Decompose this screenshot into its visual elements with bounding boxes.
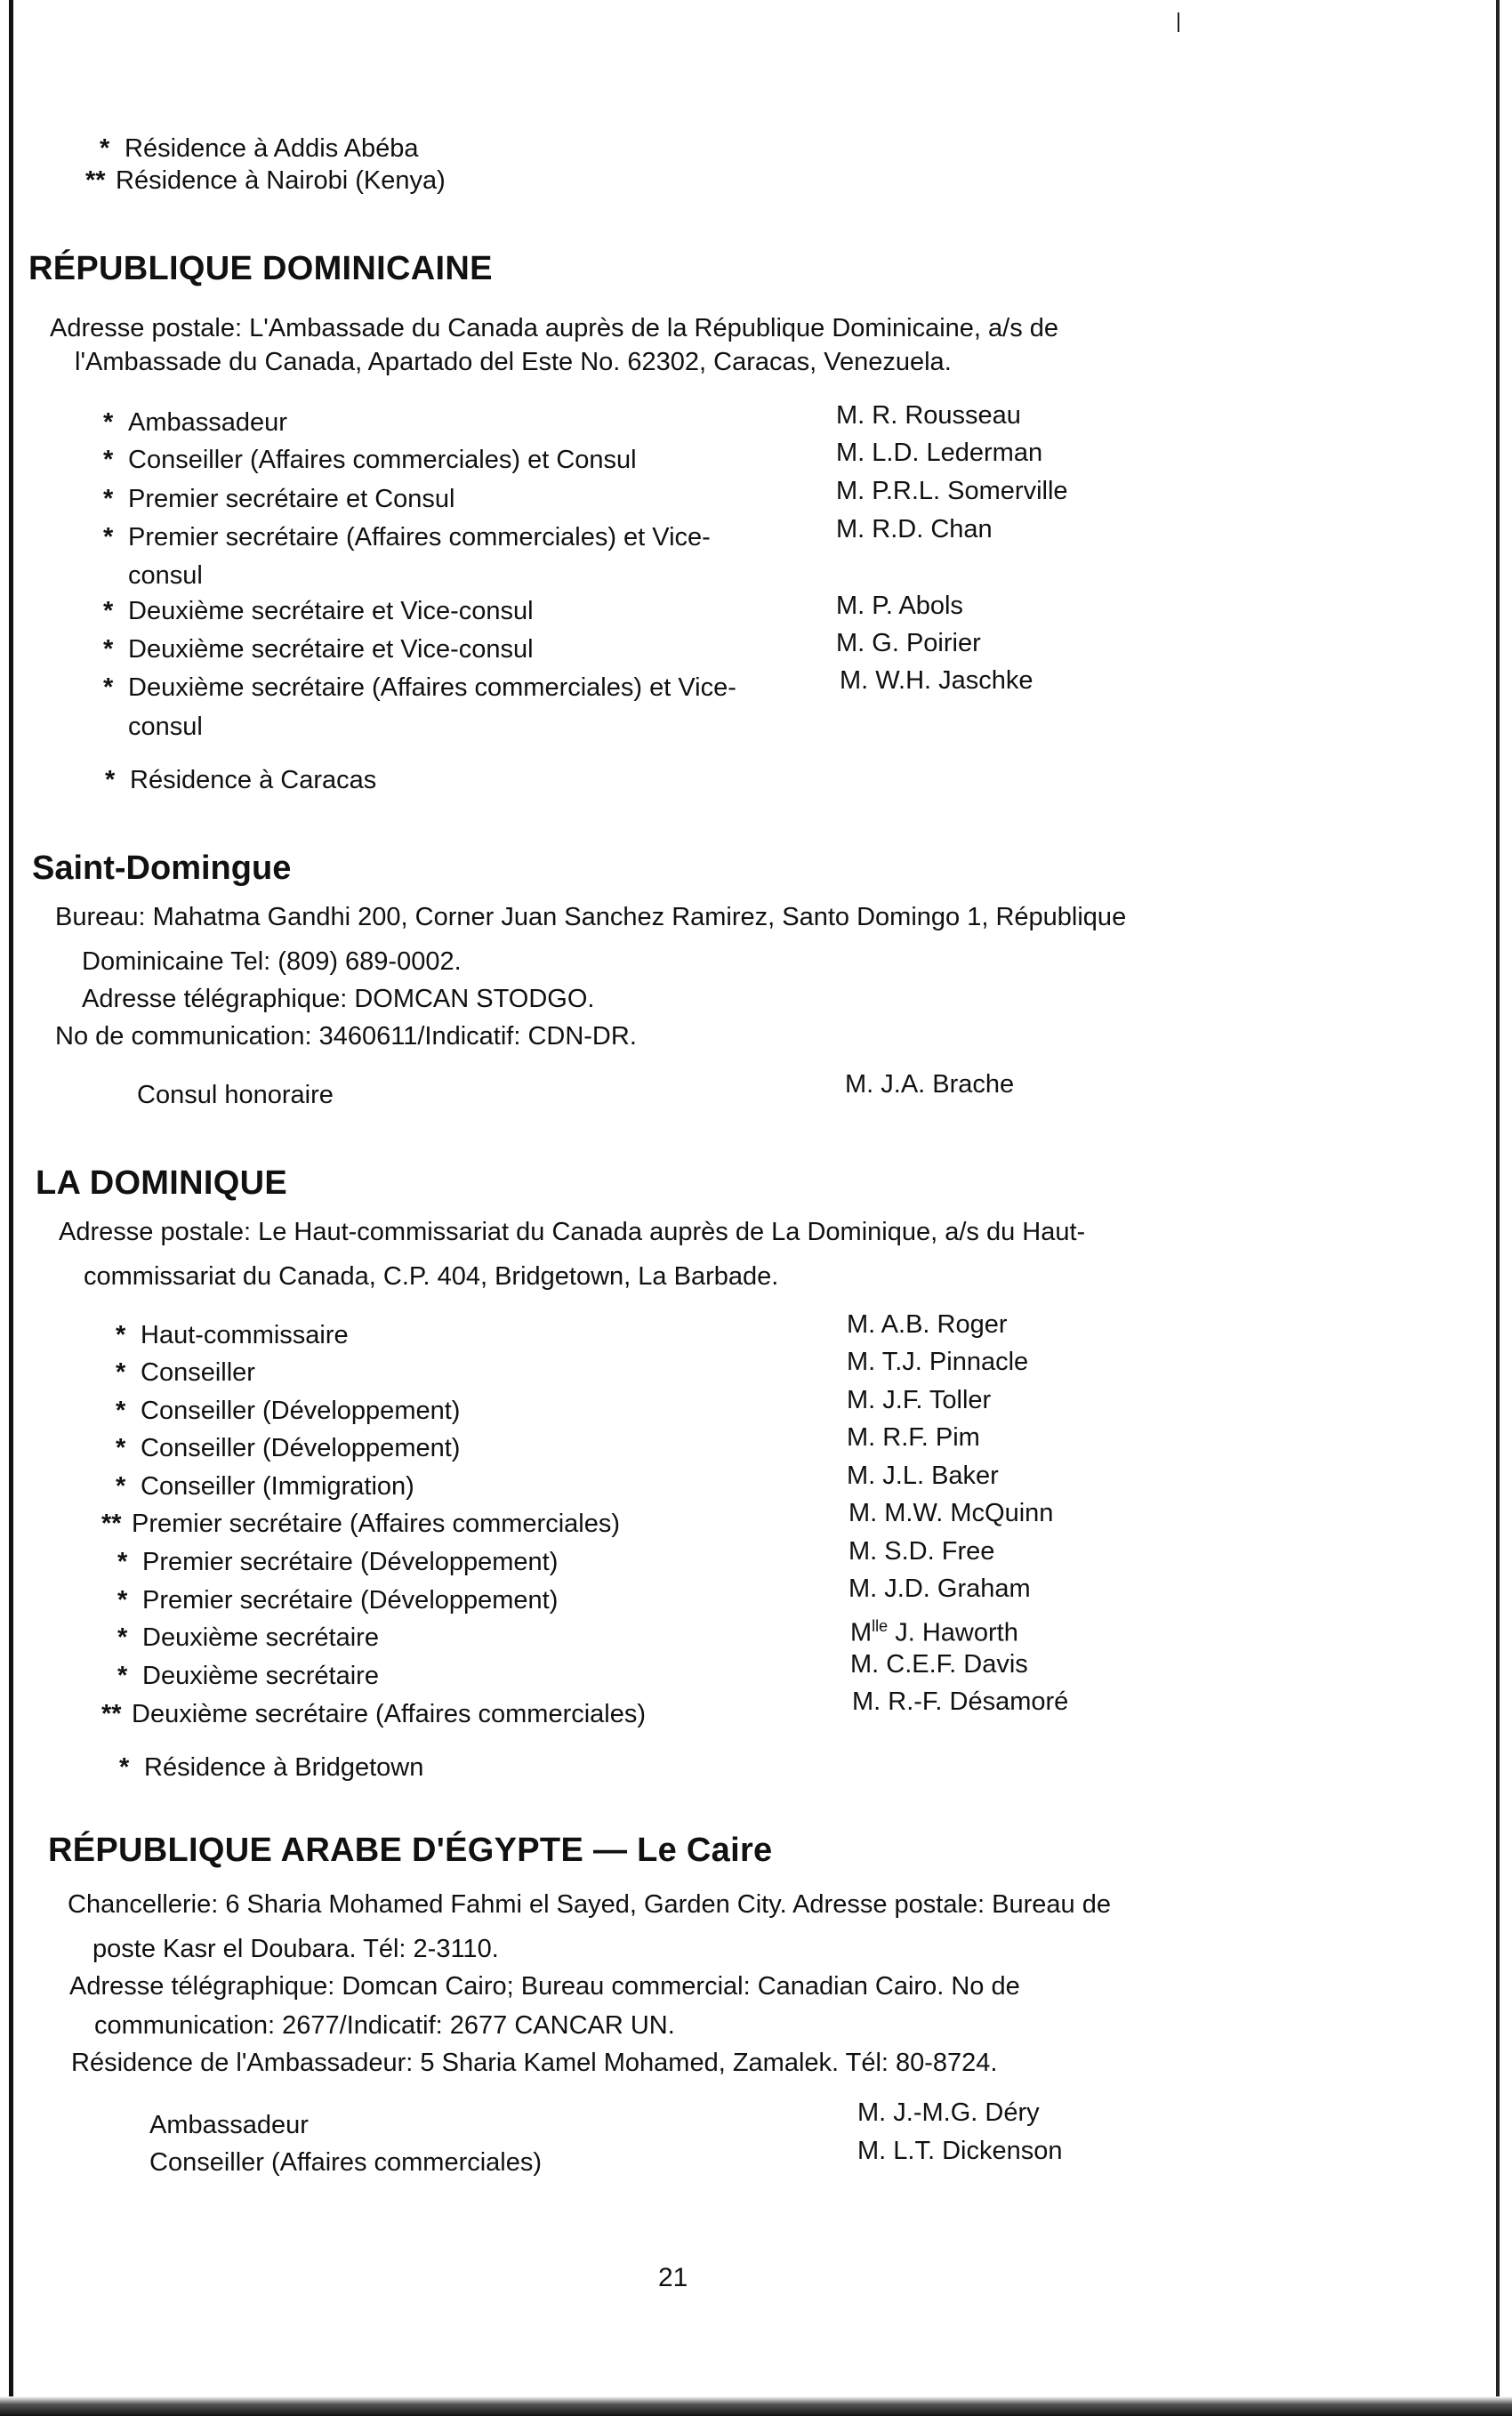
rep-dom-name: M. L.D. Lederman xyxy=(836,439,1043,467)
egypte-name: M. J.-M.G. Déry xyxy=(857,2098,1040,2127)
saint-dom-line-2: Dominicaine Tel: (809) 689-0002. xyxy=(82,947,462,976)
la-dom-name: M. T.J. Pinnacle xyxy=(847,1348,1029,1376)
footnote-addis: * Résidence à Addis Abéba xyxy=(100,134,419,163)
rep-dom-role-cont: consul xyxy=(128,561,203,590)
la-dom-address-line-2: commissariat du Canada, C.P. 404, Bridgetown, La Barbade. xyxy=(84,1262,779,1291)
egypte-line-4: communication: 2677/Indicatif: 2677 CANCAR UN. xyxy=(94,2011,675,2040)
rep-dom-name: M. G. Poirier xyxy=(836,629,981,657)
egypte-line-1: Chancellerie: 6 Sharia Mohamed Fahmi el Sayed, Garden City. Adresse postale: Bureau de xyxy=(68,1890,1111,1919)
la-dom-footnote: * Résidence à Bridgetown xyxy=(119,1753,424,1782)
rep-dom-name: M. R.D. Chan xyxy=(836,515,993,544)
saint-dom-line-4: No de communication: 3460611/Indicatif: CDN-DR. xyxy=(55,1022,637,1051)
la-dom-role: * Conseiller (Développement) xyxy=(116,1434,461,1462)
bottom-edge-shadow xyxy=(0,2396,1512,2416)
rep-dom-name: M. P. Abols xyxy=(836,592,963,620)
footnote-nairobi: ** Résidence à Nairobi (Kenya) xyxy=(85,166,446,195)
egypte-line-5: Résidence de l'Ambassadeur: 5 Sharia Kamel Mohamed, Zamalek. Tél: 80-8724. xyxy=(71,2049,998,2077)
saint-dom-name: M. J.A. Brache xyxy=(845,1070,1015,1099)
la-dom-name: M. C.E.F. Davis xyxy=(850,1650,1028,1679)
rep-dom-address-line-1: Adresse postale: L'Ambassade du Canada auprès de la République Dominicaine, a/s de xyxy=(50,314,1059,342)
rep-dom-role: * Premier secrétaire et Consul xyxy=(103,485,455,513)
saint-dom-line-3: Adresse télégraphique: DOMCAN STODGO. xyxy=(82,985,595,1013)
rep-dom-role-cont: consul xyxy=(128,713,203,741)
section-title-la-dominique: LA DOMINIQUE xyxy=(36,1164,287,1202)
top-tick-mark xyxy=(1178,12,1179,32)
la-dom-role: * Conseiller (Développement) xyxy=(116,1397,461,1425)
saint-dom-line-1: Bureau: Mahatma Gandhi 200, Corner Juan Sanchez Ramirez, Santo Domingo 1, République xyxy=(55,903,1127,931)
la-dom-name: M. S.D. Free xyxy=(848,1537,995,1566)
la-dom-name: M. M.W. McQuinn xyxy=(848,1499,1054,1527)
section-title-egypte: RÉPUBLIQUE ARABE D'ÉGYPTE — Le Caire xyxy=(48,1832,773,1869)
la-dom-role: ** Deuxième secrétaire (Affaires commerciales) xyxy=(101,1700,647,1728)
la-dom-name: M. J.D. Graham xyxy=(848,1574,1031,1603)
section-title-rep-dom: RÉPUBLIQUE DOMINICAINE xyxy=(28,250,493,287)
la-dom-name: M. A.B. Roger xyxy=(847,1310,1008,1339)
la-dom-role: * Haut-commissaire xyxy=(116,1321,349,1349)
la-dom-role: * Premier secrétaire (Développement) xyxy=(117,1548,559,1576)
rep-dom-address-line-2: l'Ambassade du Canada, Apartado del Este No. 62302, Caracas, Venezuela. xyxy=(75,348,952,376)
la-dom-name: M. J.L. Baker xyxy=(847,1462,999,1490)
la-dom-name: M. J.F. Toller xyxy=(847,1386,992,1414)
rep-dom-name: M. W.H. Jaschke xyxy=(840,666,1033,695)
la-dom-name: $M^{lle}$ J. Haworth xyxy=(850,1617,1018,1647)
page-number: 21 xyxy=(658,2263,688,2292)
la-dom-address-line-1: Adresse postale: Le Haut-commissariat du Canada auprès de La Dominique, a/s du Haut- xyxy=(59,1218,1086,1246)
la-dom-role: ** Premier secrétaire (Affaires commerciales) xyxy=(101,1510,620,1538)
la-dom-name: M. R.F. Pim xyxy=(847,1423,980,1452)
rep-dom-name: M. R. Rousseau xyxy=(836,401,1021,430)
saint-dom-role: Consul honoraire xyxy=(137,1081,334,1109)
egypte-line-3: Adresse télégraphique: Domcan Cairo; Bureau commercial: Canadian Cairo. No de xyxy=(69,1972,1020,2001)
egypte-name: M. L.T. Dickenson xyxy=(857,2137,1063,2165)
la-dom-role: * Deuxième secrétaire xyxy=(117,1662,379,1690)
rep-dom-role: * Deuxième secrétaire (Affaires commerciales) et Vice- xyxy=(103,673,736,702)
egypte-line-2: poste Kasr el Doubara. Tél: 2-3110. xyxy=(92,1935,499,1963)
section-title-saint-domingue: Saint-Domingue xyxy=(32,850,292,887)
la-dom-role: * Conseiller (Immigration) xyxy=(116,1472,414,1501)
rep-dom-role: * Conseiller (Affaires commerciales) et Consul xyxy=(103,446,637,474)
egypte-role: Ambassadeur xyxy=(149,2111,309,2139)
la-dom-role: * Premier secrétaire (Développement) xyxy=(117,1586,559,1615)
rep-dom-role: * Deuxième secrétaire et Vice-consul xyxy=(103,597,534,625)
egypte-city: Le Caire xyxy=(637,1832,773,1869)
la-dom-role: * Conseiller xyxy=(116,1358,255,1387)
left-margin-rule xyxy=(9,0,13,2416)
right-margin-rule xyxy=(1496,0,1500,2416)
la-dom-role: * Deuxième secrétaire xyxy=(117,1623,379,1652)
rep-dom-footnote: * Résidence à Caracas xyxy=(105,766,377,794)
rep-dom-role: * Premier secrétaire (Affaires commerciales) et Vice- xyxy=(103,523,711,552)
rep-dom-role: * Deuxième secrétaire et Vice-consul xyxy=(103,635,534,664)
rep-dom-role: * Ambassadeur xyxy=(103,408,287,437)
la-dom-name: M. R.-F. Désamoré xyxy=(852,1687,1069,1716)
rep-dom-name: M. P.R.L. Somerville xyxy=(836,477,1068,505)
egypte-role: Conseiller (Affaires commerciales) xyxy=(149,2148,543,2177)
